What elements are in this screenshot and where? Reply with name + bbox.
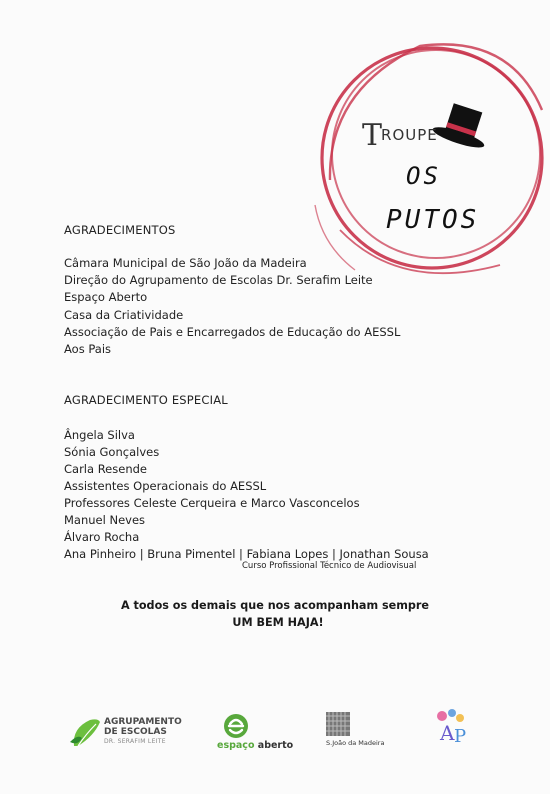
- list-item: Sónia Gonçalves: [64, 445, 160, 459]
- course-note: Curso Profissional Técnico de Audiovisual: [242, 561, 417, 571]
- closing-line-2: UM BEM HAJA!: [232, 616, 324, 629]
- sjm-emblem-icon: [326, 712, 350, 736]
- logo-os-text: OS: [406, 162, 441, 190]
- list-item: Ana Pinheiro | Bruna Pimentel | Fabiana Lopes | Jonathan Sousa: [64, 547, 429, 561]
- list-item: Aos Pais: [64, 342, 111, 357]
- list-item: Assistentes Operacionais do AESSL: [64, 479, 267, 493]
- list-item: Carla Resende: [64, 462, 147, 476]
- svg-text:A: A: [440, 721, 455, 745]
- espaco-aberto-icon: [220, 712, 252, 740]
- espaco-aberto-logo-text: espaço aberto: [217, 740, 294, 751]
- logo-troupe-text: TROUPE: [362, 118, 438, 153]
- list-item: Casa da Criatividade: [64, 307, 184, 322]
- closing-message: [0, 597, 550, 631]
- list-item: Espaço Aberto: [64, 290, 148, 305]
- list-item: Ângela Silva: [64, 428, 135, 442]
- agrupamento-logo-text: AGRUPAMENTO DE ESCOLAS DR. SERAFIM LEITE: [104, 717, 182, 745]
- svg-text:P: P: [454, 726, 467, 746]
- logo-putos-text: PUTOS: [386, 205, 480, 235]
- agrupamento-leaf-icon: [68, 716, 104, 750]
- parents-association-logo-icon: [430, 706, 474, 746]
- top-hat-icon: [431, 100, 494, 152]
- list-item: Álvaro Rocha: [64, 530, 140, 544]
- closing-line-1: A todos os demais que nos acompanham sempre: [120, 599, 430, 612]
- list-item: Câmara Municipal de São João da Madeira: [64, 256, 307, 270]
- list-item: Associação de Pais e Encarregados de Educação do AESSL: [64, 324, 401, 339]
- sjm-logo-text: S.João da Madeira: [326, 739, 385, 747]
- list-item: Manuel Neves: [64, 513, 146, 527]
- acknowledgements-list: [64, 255, 400, 358]
- acknowledgements-title: AGRADECIMENTOS: [64, 223, 176, 237]
- special-acknowledgements-title: AGRADECIMENTO ESPECIAL: [64, 393, 228, 407]
- troupe-logo: [310, 30, 550, 290]
- special-acknowledgements-list: [64, 427, 429, 563]
- logo-ring-graphic: [310, 30, 550, 290]
- list-item: Direção do Agrupamento de Escolas Dr. Serafim Leite: [64, 273, 373, 288]
- list-item: Professores Celeste Cerqueira e Marco Vasconcelos: [64, 496, 360, 510]
